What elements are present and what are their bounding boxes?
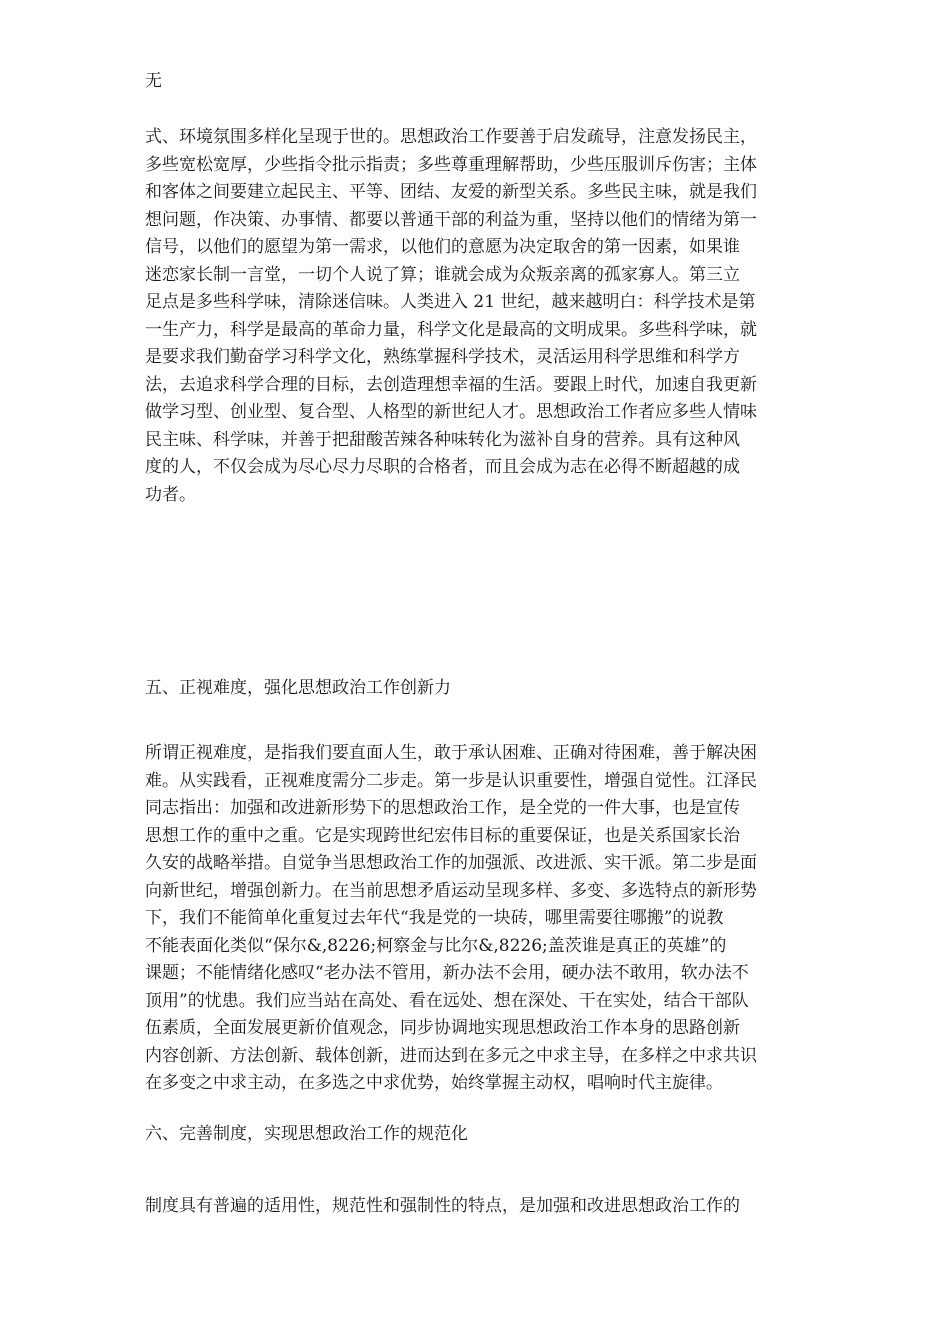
text-line: 顶用”的忧患。我们应当站在高处、看在远处、想在深处、干在实处，结合干部队 <box>145 990 749 1011</box>
text-line: 做学习型、创业型、复合型、人格型的新世纪人才。思想政治工作者应多些人情味 <box>145 402 757 422</box>
text-line: 课题；不能情绪化感叹“老办法不管用，新办法不会用，硬办法不敢用，软办法不 <box>145 963 749 983</box>
text-line: 民主味、科学味，并善于把甜酸苦辣各种味转化为滋补自身的营养。具有这种风 <box>145 429 740 450</box>
paragraph-previous-section <box>145 124 810 509</box>
text-line: 久安的战略举措。自觉争当思想政治工作的加强派、改进派、实干派。第二步是面 <box>145 853 757 873</box>
paragraph-section-5 <box>145 740 810 1098</box>
paragraph-section-6 <box>145 1193 810 1221</box>
text-line: 制度具有普遍的适用性，规范性和强制性的特点，是加强和改进思想政治工作的 <box>145 1196 740 1216</box>
text-line: 迷恋家长制一言堂，一切个人说了算；谁就会成为众叛亲离的孤家寡人。第三立 <box>145 264 740 285</box>
text-line: 伍素质，全面发展更新价值观念，同步协调地实现思想政治工作本身的思路创新 <box>145 1018 740 1038</box>
text-line: 所谓正视难度，是指我们要直面人生，敢于承认困难、正确对待困难，善于解决困 <box>145 743 757 763</box>
text-line: 多些宽松宽厚，少些指令批示指责；多些尊重理解帮助，少些压服训斥伤害；主体 <box>145 154 757 175</box>
text-line: 是要求我们勤奋学习科学文化，熟练掌握科学技术，灵活运用科学思维和科学方 <box>145 347 740 367</box>
text-line: 足点是多些科学味，清除迷信味。人类进入 21 世纪，越来越明白：科学技术是第 <box>145 292 756 312</box>
text-line: 和客体之间要建立起民主、平等、团结、友爱的新型关系。多些民主味，就是我们 <box>145 182 757 202</box>
section-heading-5: 五、正视难度，强化思想政治工作创新力 <box>145 678 451 698</box>
text-line: 想问题，作决策、办事情、都要以普通干部的利益为重，坚持以他们的情绪为第一 <box>145 209 757 230</box>
text-line: 难。从实践看，正视难度需分二步走。第一步是认识重要性，增强自觉性。江泽民 <box>145 770 757 791</box>
text-line: 信号，以他们的愿望为第一需求，以他们的意愿为决定取舍的第一因素，如果谁 <box>145 237 740 257</box>
text-line: 下，我们不能简单化重复过去年代“我是党的一块砖，哪里需要往哪搬”的说教 <box>145 908 724 928</box>
text-line: 内容创新、方法创新、载体创新，进而达到在多元之中求主导，在多样之中求共识 <box>145 1045 757 1066</box>
text-line: 式、环境氛围多样化呈现于世的。思想政治工作要善于启发疏导，注意发扬民主， <box>145 127 757 147</box>
text-line: 同志指出：加强和改进新形势下的思想政治工作，是全党的一件大事，也是宣传 <box>145 798 740 818</box>
page-header-char: 无 <box>145 71 162 91</box>
text-line: 向新世纪，增强创新力。在当前思想矛盾运动呈现多样、多变、多选特点的新形势 <box>145 880 757 901</box>
text-line: 不能表面化类似“保尔&,8226;柯察金与比尔&,8226;盖茨谁是真正的英雄”的 <box>145 935 727 956</box>
text-line: 思想工作的重中之重。它是实现跨世纪宏伟目标的重要保证，也是关系国家长治 <box>145 825 740 846</box>
section-heading-6: 六、完善制度，实现思想政治工作的规范化 <box>145 1124 468 1144</box>
text-line: 在多变之中求主动，在多选之中求优势，始终掌握主动权，唱响时代主旋律。 <box>145 1073 723 1093</box>
text-line: 法，去追求科学合理的目标，去创造理想幸福的生活。要跟上时代，加速自我更新 <box>145 374 757 395</box>
text-line: 一生产力，科学是最高的革命力量，科学文化是最高的文明成果。多些科学味，就 <box>145 319 757 340</box>
text-line: 功者。 <box>145 484 196 505</box>
text-line: 度的人，不仅会成为尽心尽力尽职的合格者，而且会成为志在必得不断超越的成 <box>145 457 740 477</box>
